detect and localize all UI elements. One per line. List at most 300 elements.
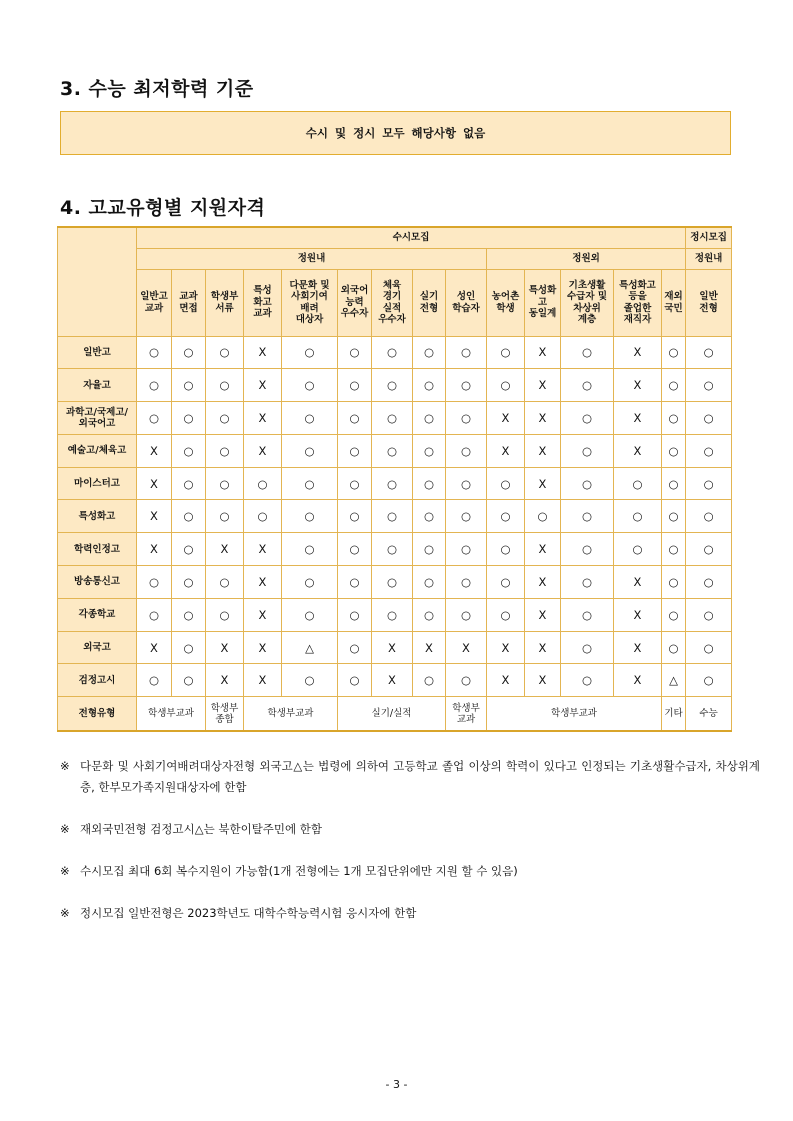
text-line: 성인 [456, 291, 476, 302]
table-cell: X [413, 631, 446, 664]
table-cell: △ [282, 631, 338, 664]
table-cell: ○ [172, 664, 206, 697]
text-line: 외국고 [83, 642, 111, 654]
table-cell: X [137, 631, 172, 664]
column-header [244, 269, 282, 336]
table-cell: ○ [561, 631, 614, 664]
column-header [446, 269, 487, 336]
table-cell: ○ [446, 434, 487, 467]
column-header [525, 269, 561, 336]
row-label [58, 631, 137, 664]
note-text: 재외국민전형 검정고시△는 북한이탈주민에 한함 [80, 822, 322, 836]
column-header [614, 269, 662, 336]
table-cell: X [525, 434, 561, 467]
table-cell: X [614, 598, 662, 631]
table-cell: ○ [372, 402, 413, 435]
table-cell: ○ [413, 533, 446, 566]
text-line: 실기 [419, 291, 439, 302]
row-label [58, 336, 137, 369]
text-line: 배려 [300, 302, 319, 314]
row-label [58, 434, 137, 467]
text-line: 과학고/국제고/ [65, 406, 128, 418]
reference-mark-icon: ※ [60, 759, 70, 773]
table-cell: ○ [244, 500, 282, 533]
text-line: 전형 [699, 302, 718, 314]
table-cell: ○ [413, 336, 446, 369]
table-cell: X [244, 664, 282, 697]
row-label [58, 598, 137, 631]
row-label [58, 500, 137, 533]
table-cell: ○ [446, 500, 487, 533]
table-cell: ○ [662, 434, 686, 467]
table-cell: X [525, 631, 561, 664]
table-cell: ○ [137, 566, 172, 599]
row-label [58, 467, 137, 500]
table-cell: X [244, 533, 282, 566]
table-row [58, 664, 732, 697]
table-cell: X [614, 402, 662, 435]
table-row [58, 533, 732, 566]
table-cell: X [372, 664, 413, 697]
table-cell: ○ [172, 500, 206, 533]
table-cell: ○ [206, 467, 244, 500]
admission-type-cell [446, 697, 487, 731]
admission-type-cell [686, 697, 732, 731]
header-susi: 수시모집 [137, 227, 686, 248]
table-cell: ○ [206, 369, 244, 402]
table-cell: ○ [372, 500, 413, 533]
table-cell: ○ [561, 467, 614, 500]
table-cell: ○ [172, 402, 206, 435]
table-header [58, 227, 732, 336]
table-cell: ○ [372, 566, 413, 599]
table-cell: ○ [338, 566, 372, 599]
text-line: 실기/실적 [371, 708, 412, 720]
header-susi-jeongwonnae: 정원내 [137, 248, 487, 269]
text-line: 전형 [419, 302, 439, 314]
table-cell: X [614, 566, 662, 599]
column-header [338, 269, 372, 336]
header-corner [58, 227, 137, 336]
table-cell: ○ [282, 467, 338, 500]
table-cell: ○ [172, 533, 206, 566]
table-cell: ○ [662, 336, 686, 369]
table-cell: ○ [662, 631, 686, 664]
table-cell: ○ [487, 566, 525, 599]
table-cell: ○ [338, 631, 372, 664]
table-cell: ○ [282, 402, 338, 435]
text-line: 등을 [628, 291, 647, 302]
table-cell: ○ [282, 500, 338, 533]
table-cell: X [244, 336, 282, 369]
table-row [58, 369, 732, 402]
table-cell: ○ [282, 598, 338, 631]
notice-text: 수시 및 정시 모두 해당사항 없음 [305, 126, 486, 140]
text-line: 일반 [699, 291, 718, 302]
table-cell: ○ [446, 336, 487, 369]
note-text: 수시모집 최대 6회 복수지원이 가능함(1개 전형에는 1개 모집단위에만 지원 할 수 있음) [80, 864, 518, 878]
text-line: 차상위 [573, 302, 601, 314]
column-header [561, 269, 614, 336]
table-cell: X [614, 434, 662, 467]
section-4-heading: 4. 고교유형별 지원자격 [60, 197, 266, 219]
table-cell: ○ [446, 598, 487, 631]
text-line: 동일계 [528, 308, 557, 320]
table-cell: ○ [172, 434, 206, 467]
table-cell: X [487, 664, 525, 697]
table-cell: ○ [446, 664, 487, 697]
table-cell: ○ [282, 434, 338, 467]
table-cell: ○ [686, 500, 732, 533]
table-cell: ○ [561, 434, 614, 467]
table-cell: ○ [561, 664, 614, 697]
table-cell: ○ [662, 369, 686, 402]
table-cell: ○ [487, 467, 525, 500]
table-cell: X [137, 434, 172, 467]
table-cell: ○ [282, 566, 338, 599]
table-cell: X [525, 369, 561, 402]
table-cell: ○ [487, 533, 525, 566]
table-cell: ○ [561, 598, 614, 631]
table-cell: ○ [686, 533, 732, 566]
text-line: 자율고 [83, 379, 111, 391]
text-line: 특성화고 [78, 510, 116, 522]
table-cell: ○ [338, 500, 372, 533]
text-line: 능력 [345, 296, 364, 308]
text-line: 일반고 [140, 291, 168, 302]
table-cell: ○ [487, 369, 525, 402]
text-line: 화고 [253, 296, 272, 308]
table-cell: X [525, 664, 561, 697]
table-cell: ○ [137, 402, 172, 435]
table-cell: ○ [413, 598, 446, 631]
reference-mark-icon: ※ [60, 906, 70, 920]
text-line: 학력인정고 [74, 543, 120, 555]
table-cell: ○ [206, 402, 244, 435]
table-cell: ○ [561, 369, 614, 402]
table-cell: ○ [561, 402, 614, 435]
text-line: 각종학교 [78, 609, 116, 621]
text-line: 특성 [253, 285, 272, 297]
table-row [58, 467, 732, 500]
text-line: 학생부교과 [551, 708, 597, 720]
table-cell: ○ [338, 533, 372, 566]
text-line: 학생 [496, 302, 515, 314]
text-line: 예술고/체육고 [67, 445, 127, 457]
text-line: 국민 [664, 302, 683, 314]
row-label [58, 402, 137, 435]
table-cell: ○ [338, 467, 372, 500]
table-cell: ○ [561, 336, 614, 369]
table-cell: ○ [137, 664, 172, 697]
table-row [58, 402, 732, 435]
table-cell: ○ [662, 402, 686, 435]
text-line: 서류 [215, 302, 234, 314]
table-cell: X [487, 434, 525, 467]
table-cell: ○ [372, 336, 413, 369]
table-cell: ○ [372, 434, 413, 467]
table-cell: ○ [561, 566, 614, 599]
table-cell: X [614, 664, 662, 697]
text-line: 학생부교과 [148, 708, 194, 720]
table-cell: X [244, 598, 282, 631]
table-cell: ○ [561, 500, 614, 533]
table-cell: X [244, 434, 282, 467]
table-cell: ○ [338, 369, 372, 402]
note-item [60, 756, 760, 798]
table-cell: ○ [338, 336, 372, 369]
text-line: 교과 [253, 308, 272, 320]
table-cell: ○ [137, 369, 172, 402]
table-cell: ○ [413, 664, 446, 697]
table-cell: ○ [206, 336, 244, 369]
table-cell: ○ [686, 467, 732, 500]
table-cell: ○ [413, 402, 446, 435]
text-line: 우수자 [340, 308, 369, 320]
header-jeongsi-jeongwonnae: 정원내 [686, 248, 732, 269]
table-cell: ○ [372, 369, 413, 402]
text-line: 기초생활 [568, 279, 606, 291]
reference-mark-icon: ※ [60, 864, 70, 878]
text-line: 실적 [382, 302, 402, 314]
text-line: 체육 [382, 279, 402, 291]
text-line: 경기 [382, 291, 402, 302]
table-cell: ○ [614, 500, 662, 533]
table-cell: ○ [662, 598, 686, 631]
text-line: 일반고 [83, 346, 111, 358]
header-susi-jeongwonoe: 정원외 [487, 248, 686, 269]
table-row [58, 500, 732, 533]
table-cell: X [244, 631, 282, 664]
admission-type-cell [338, 697, 446, 731]
text-line: 학생부교과 [267, 708, 314, 720]
table-row [58, 434, 732, 467]
table-cell: X [244, 402, 282, 435]
table-cell: ○ [172, 369, 206, 402]
table-cell: ○ [662, 533, 686, 566]
table-cell: ○ [413, 566, 446, 599]
table-body [58, 336, 732, 731]
row-label [58, 533, 137, 566]
text-line: 교과 [456, 713, 476, 725]
table-cell: X [525, 598, 561, 631]
text-line: 농어촌 [491, 291, 520, 302]
text-line: 방송통신고 [74, 576, 120, 588]
table-cell: X [206, 631, 244, 664]
text-line: 고 [537, 296, 548, 308]
table-cell: ○ [244, 467, 282, 500]
table-cell: ○ [487, 598, 525, 631]
note-item [60, 861, 760, 882]
table-cell: ○ [614, 533, 662, 566]
column-header [172, 269, 206, 336]
text-line: 수능 [699, 708, 718, 720]
table-cell: ○ [338, 598, 372, 631]
table-cell: ○ [338, 664, 372, 697]
table-cell: ○ [372, 533, 413, 566]
table-cell: ○ [686, 664, 732, 697]
reference-mark-icon: ※ [60, 822, 70, 836]
table-cell: ○ [446, 467, 487, 500]
table-cell: ○ [282, 664, 338, 697]
table-cell: X [525, 467, 561, 500]
table-cell: ○ [282, 533, 338, 566]
text-line: 마이스터고 [74, 478, 120, 490]
text-line: 학생부 [210, 291, 239, 302]
note-item [60, 819, 760, 840]
table-cell: X [614, 631, 662, 664]
table-cell: △ [662, 664, 686, 697]
table-cell: ○ [487, 500, 525, 533]
table-cell: ○ [561, 533, 614, 566]
row-label [58, 369, 137, 402]
table-cell: ○ [662, 500, 686, 533]
admission-type-cell [206, 697, 244, 731]
column-header [137, 269, 172, 336]
text-line: 학생부 [210, 702, 239, 714]
table-cell: X [525, 336, 561, 369]
table-cell: X [372, 631, 413, 664]
text-line: 학습자 [452, 302, 480, 314]
column-header [662, 269, 686, 336]
table-cell: ○ [206, 566, 244, 599]
table-cell: ○ [487, 336, 525, 369]
column-header [413, 269, 446, 336]
note-text: 정시모집 일반전형은 2023학년도 대학수학능력시험 응시자에 한함 [80, 906, 417, 920]
table-cell: ○ [525, 500, 561, 533]
table-cell: ○ [662, 566, 686, 599]
table-row [58, 336, 732, 369]
column-header [372, 269, 413, 336]
table-cell: X [487, 631, 525, 664]
table-cell: X [614, 336, 662, 369]
table-cell: ○ [686, 631, 732, 664]
table-cell: ○ [206, 500, 244, 533]
table-cell: ○ [614, 467, 662, 500]
text-line: 다문화 및 [289, 279, 330, 291]
page-number: - 3 - [385, 1078, 408, 1091]
column-header [487, 269, 525, 336]
note-text: 다문화 및 사회기여배려대상자전형 외국고△는 법령에 의하여 고등학교 졸업 이상의 학력이 있다고 인정되는 기초생활수급자, 차상위계층, 한부모가족지원대상자에 한함 [80, 759, 760, 794]
text-line: 검정고시 [78, 674, 116, 686]
text-line: 교과 [144, 302, 164, 314]
table-cell: ○ [662, 467, 686, 500]
text-line: 외국어 [340, 285, 369, 297]
text-line: 계층 [577, 314, 597, 325]
table-cell: ○ [372, 467, 413, 500]
table-cell: ○ [172, 336, 206, 369]
table-cell: ○ [446, 402, 487, 435]
row-label [58, 664, 137, 697]
table-cell: ○ [372, 598, 413, 631]
table-cell: ○ [413, 369, 446, 402]
table-cell: ○ [172, 598, 206, 631]
table-row [58, 598, 732, 631]
text-line: 사회기여 [291, 291, 328, 302]
notice-box [60, 111, 731, 155]
text-line: 특성화고 [619, 279, 656, 291]
note-item [60, 903, 760, 924]
text-line: 졸업한 [623, 302, 652, 314]
column-header [206, 269, 244, 336]
header-jeongsi: 정시모집 [686, 227, 732, 248]
text-line: 기타 [664, 708, 683, 720]
column-header [282, 269, 338, 336]
table-cell: ○ [686, 336, 732, 369]
table-cell: ○ [206, 598, 244, 631]
table-cell: X [137, 500, 172, 533]
table-cell: ○ [137, 336, 172, 369]
table-cell: X [525, 566, 561, 599]
table-cell: ○ [446, 369, 487, 402]
admission-type-cell [487, 697, 662, 731]
table-cell: ○ [686, 566, 732, 599]
table-cell: X [244, 566, 282, 599]
admission-type-cell [137, 697, 206, 731]
table-cell: ○ [282, 369, 338, 402]
text-line: 재외 [664, 291, 683, 302]
admission-type-cell [662, 697, 686, 731]
table-cell: ○ [413, 467, 446, 500]
table-cell: X [614, 369, 662, 402]
text-line: 우수자 [378, 314, 406, 325]
table-cell: ○ [413, 500, 446, 533]
table-cell: ○ [338, 402, 372, 435]
table-cell: ○ [686, 434, 732, 467]
table-cell: ○ [413, 434, 446, 467]
table-row [58, 566, 732, 599]
table-cell: X [206, 664, 244, 697]
table-cell: X [525, 402, 561, 435]
table-cell: ○ [686, 369, 732, 402]
row-label [58, 566, 137, 599]
table-row [58, 631, 732, 664]
text-line: 학생부 [452, 702, 480, 714]
table-cell: X [137, 533, 172, 566]
column-header [686, 269, 732, 336]
table-cell: X [525, 533, 561, 566]
table-cell: X [244, 369, 282, 402]
section-3-heading: 3. 수능 최저학력 기준 [60, 78, 254, 100]
text-line: 재직자 [623, 314, 652, 325]
table-cell: ○ [282, 336, 338, 369]
table-cell: ○ [446, 533, 487, 566]
table-cell: X [487, 402, 525, 435]
text-line: 특성화 [528, 285, 557, 297]
table-cell: ○ [338, 434, 372, 467]
text-line: 종합 [215, 713, 234, 725]
table-cell: ○ [686, 598, 732, 631]
text-line: 교과 [179, 291, 198, 302]
table-cell: X [137, 467, 172, 500]
table-row-type [58, 697, 732, 731]
table-cell: ○ [172, 631, 206, 664]
table-cell: ○ [172, 467, 206, 500]
text-line: 외국어고 [78, 417, 116, 429]
table-cell: X [446, 631, 487, 664]
table-cell: ○ [446, 566, 487, 599]
row-label: 전형유형 [58, 697, 137, 731]
eligibility-table [57, 226, 732, 732]
table-cell: X [206, 533, 244, 566]
text-line: 대상자 [295, 314, 324, 325]
table-cell: ○ [172, 566, 206, 599]
table-cell: ○ [206, 434, 244, 467]
table-cell: ○ [686, 402, 732, 435]
table-cell: ○ [137, 598, 172, 631]
admission-type-cell [244, 697, 338, 731]
text-line: 수급자 및 [566, 291, 607, 302]
